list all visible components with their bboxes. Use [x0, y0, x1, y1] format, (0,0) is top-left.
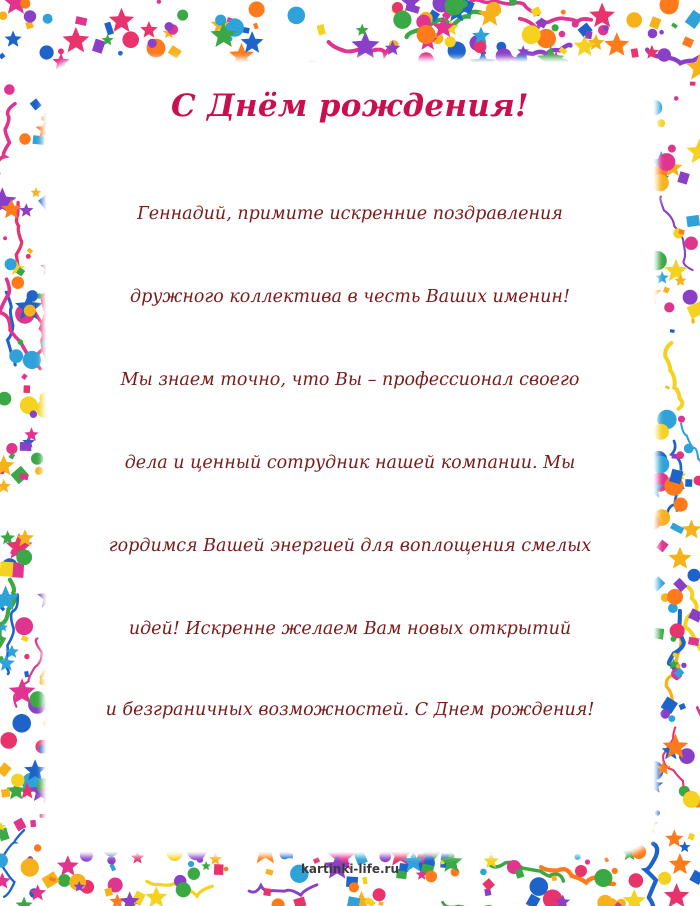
confetti-dot: [379, 850, 391, 862]
confetti-piece: [0, 827, 10, 841]
message-line-5: гордимся Вашей энергией для воплощения смелых: [108, 536, 592, 556]
message-line-6: идей! Искренне желаем Вам новых открытий: [128, 619, 572, 639]
message-line-3: Мы знаем точно, что Вы – профессионал своего: [120, 370, 580, 390]
confetti-dot: [177, 10, 188, 21]
confetti-dot: [393, 11, 411, 29]
streamer-shape: [249, 885, 317, 895]
confetti-piece: [32, 135, 44, 145]
confetti-dot: [652, 174, 669, 191]
confetti-dot: [648, 29, 658, 39]
confetti-dot: [681, 663, 686, 668]
confetti-piece: [293, 897, 306, 906]
confetti-dot: [674, 498, 688, 512]
confetti-star: [24, 427, 38, 441]
confetti-dot: [5, 258, 17, 270]
confetti-star: [29, 884, 46, 900]
confetti-piece: [670, 329, 675, 333]
confetti-piece: [362, 877, 367, 885]
confetti-dot: [24, 10, 36, 22]
confetti-piece: [631, 48, 639, 58]
confetti-piece: [92, 39, 105, 54]
message-line-1: Геннадий, примите искренние поздравления: [137, 204, 563, 224]
confetti-star: [16, 897, 33, 906]
confetti-dot: [685, 237, 698, 250]
confetti-piece: [691, 319, 694, 324]
confetti-piece: [531, 6, 542, 17]
confetti-piece: [0, 762, 12, 777]
confetti-dot: [603, 25, 609, 31]
confetti-dot: [657, 48, 671, 62]
confetti-dot: [561, 10, 566, 15]
message-line-7: и безграничных возможностей. С Днем рождения!: [105, 700, 595, 720]
confetti-piece: [20, 442, 32, 451]
confetti-piece: [1, 789, 10, 798]
confetti-dot: [572, 21, 579, 28]
confetti-dot: [9, 349, 23, 363]
confetti-dot: [118, 51, 123, 56]
confetti-dot: [486, 2, 501, 17]
confetti-dot: [673, 653, 677, 657]
confetti-dot: [417, 25, 436, 44]
confetti-dot: [39, 679, 45, 685]
confetti-piece: [263, 888, 271, 896]
confetti-star: [145, 886, 167, 906]
confetti-piece: [378, 901, 383, 905]
site-watermark: kartinki-life.ru: [300, 862, 400, 876]
confetti-star: [356, 24, 369, 36]
confetti-piece: [30, 820, 36, 827]
confetti-piece: [482, 878, 495, 891]
confetti-piece: [347, 896, 361, 906]
confetti-star: [63, 27, 90, 52]
confetti-dot: [659, 30, 664, 35]
confetti-piece: [24, 671, 29, 677]
confetti-dot: [30, 411, 37, 418]
confetti-dot: [11, 774, 24, 787]
confetti-dot: [18, 339, 24, 345]
confetti-dot: [3, 236, 7, 240]
confetti-piece: [552, 875, 557, 881]
confetti-piece: [685, 10, 700, 29]
confetti-star: [109, 8, 134, 32]
confetti-dot: [660, 0, 679, 14]
confetti-star: [0, 479, 11, 493]
confetti-star: [679, 841, 691, 852]
confetti-piece: [253, 23, 259, 30]
confetti-dot: [683, 791, 700, 808]
confetti-piece: [671, 23, 678, 29]
confetti-dot: [668, 145, 676, 153]
confetti-star: [589, 3, 615, 28]
confetti-dot: [40, 45, 54, 59]
confetti-piece: [104, 22, 114, 36]
confetti-star: [656, 271, 669, 284]
confetti-dot: [445, 36, 456, 47]
confetti-dot: [249, 1, 265, 17]
confetti-dot: [597, 895, 613, 906]
confetti-dot: [684, 444, 694, 454]
confetti-dot: [24, 654, 29, 659]
confetti-piece: [682, 36, 694, 48]
message-line-2: дружного коллектива в честь Ваших именин!: [129, 287, 570, 307]
confetti-star: [687, 139, 700, 164]
confetti-dot: [272, 898, 285, 906]
confetti-dot: [0, 392, 11, 406]
confetti-dot: [694, 476, 700, 486]
confetti-dot: [0, 11, 7, 20]
confetti-star: [623, 889, 646, 906]
card-title: С Днём рождения!: [171, 88, 529, 124]
streamer-shape: [443, 902, 513, 906]
confetti-dot: [23, 351, 41, 369]
confetti-dot: [58, 874, 71, 887]
confetti-dot: [655, 810, 660, 815]
confetti-dot: [176, 882, 191, 897]
confetti-piece: [0, 53, 5, 60]
confetti-dot: [552, 24, 559, 31]
confetti-piece: [677, 171, 689, 184]
message-line-4: дела и ценный сотрудник нашей компании. Мы: [124, 453, 576, 473]
confetti-dot: [157, 0, 161, 4]
confetti-dot: [19, 133, 30, 144]
confetti-star: [574, 35, 596, 56]
confetti-piece: [317, 24, 326, 35]
confetti-star: [665, 829, 683, 846]
confetti-dot: [559, 31, 566, 38]
confetti-star: [664, 883, 690, 906]
confetti-piece: [690, 82, 696, 86]
confetti-dot: [678, 416, 685, 423]
confetti-dot: [26, 254, 31, 259]
confetti-dot: [373, 888, 386, 901]
confetti-dot: [460, 0, 468, 8]
confetti-piece: [168, 45, 182, 58]
confetti-dot: [0, 732, 17, 749]
confetti-dot: [43, 14, 53, 24]
confetti-piece: [670, 522, 684, 534]
confetti-piece: [27, 248, 33, 254]
confetti-dot: [148, 39, 157, 48]
confetti-star: [31, 187, 42, 197]
confetti-dot: [122, 31, 139, 48]
confetti-star: [140, 21, 158, 38]
confetti-star: [5, 31, 22, 47]
confetti-dot: [522, 25, 541, 44]
confetti-dot: [215, 15, 226, 26]
confetti-dot: [658, 153, 676, 171]
confetti-star: [351, 31, 379, 58]
confetti-dot: [574, 854, 580, 860]
confetti-piece: [678, 229, 684, 234]
confetti-piece: [75, 16, 87, 26]
confetti-dot: [288, 7, 306, 25]
confetti-dot: [349, 882, 359, 892]
confetti-dot: [653, 424, 669, 440]
confetti-piece: [685, 479, 692, 487]
confetti-piece: [688, 833, 695, 841]
confetti-piece: [0, 561, 13, 577]
confetti-star: [604, 32, 629, 56]
confetti-dot: [688, 569, 700, 582]
confetti-dot: [626, 12, 642, 28]
confetti-piece: [649, 16, 661, 29]
confetti-dot: [34, 844, 41, 851]
confetti-dot: [165, 22, 174, 31]
